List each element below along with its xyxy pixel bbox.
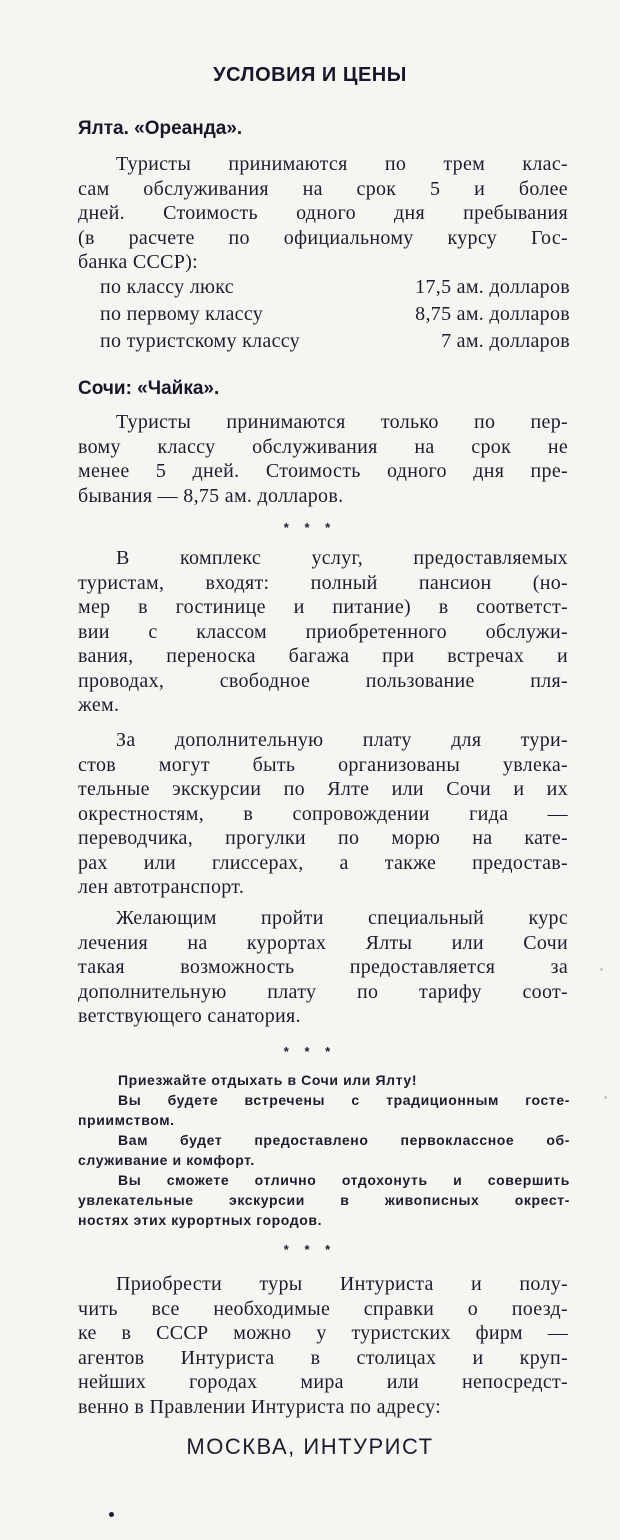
text-line: За дополнительную плату для тури- (116, 729, 568, 751)
text-line: нейших городах мира или непосредст- (78, 1371, 568, 1393)
text-line: агентов Интуриста в столицах и круп- (78, 1346, 568, 1369)
text-line: проводах, свободное пользование пля- (78, 669, 568, 692)
price-amount: 7 ам. долларов (441, 330, 570, 352)
yalta-heading: Ялта. «Ореанда». (78, 118, 243, 139)
text-line: лечения на курортах Ялты или Сочи (78, 931, 568, 954)
price-class: по первому классу (100, 303, 264, 325)
text-line: венно в Правлении Интуриста по адресу: (78, 1395, 442, 1418)
services-paragraph (78, 546, 568, 718)
text-line: дней. Стоимость одного дня пребывания (78, 202, 568, 224)
promo-line: Вам будет предоставлено первоклассное об- (118, 1132, 570, 1148)
text-line: дополнительную плату по тарифу соот- (78, 980, 568, 1003)
excursions-paragraph (78, 728, 568, 900)
promo-line: ностях этих курортных городов. (78, 1212, 323, 1228)
contact-paragraph (78, 1272, 568, 1419)
text-line: Желающим пройти специальный курс (116, 907, 568, 929)
text-line: окрестностям, в сопровождении гида — (78, 802, 568, 825)
text-line: чить все необходимые справки о поезд- (78, 1297, 568, 1320)
price-row (100, 276, 570, 303)
sochi-paragraph (78, 410, 568, 508)
text-line: ке в СССР можно у туристских фирм — (78, 1322, 568, 1344)
promo-line: Приезжайте отдыхать в Сочи или Ялту! (118, 1072, 418, 1088)
print-dot (109, 1512, 114, 1517)
text-line: рах или глиссерах, а также предостав- (78, 851, 568, 874)
promo-line: Вы сможете отлично отдохонуть и совершить (118, 1172, 570, 1188)
promo-line: служивание и комфорт. (78, 1152, 255, 1168)
section-separator: * * * (283, 1044, 337, 1059)
text-line: мер в гостинице и питание) в соответст- (78, 596, 568, 618)
promo-block (78, 1070, 570, 1230)
text-line: ветствующего санатория. (78, 1005, 301, 1027)
section-separator: * * * (283, 1242, 337, 1257)
text-line: тельные экскурсии по Ялте или Сочи и их (78, 778, 568, 800)
text-line: Туристы принимаются только по пер- (116, 411, 568, 433)
price-class: по туристскому классу (100, 330, 300, 352)
price-row (100, 330, 570, 357)
text-line: (в расчете по официальному курсу Гос- (78, 226, 568, 249)
text-line: туристам, входят: полный пансион (но- (78, 571, 568, 594)
treatment-paragraph (78, 906, 568, 1029)
text-line: такая возможность предоставляется за (78, 956, 568, 978)
text-line: бывания — 8,75 ам. долларов. (78, 484, 344, 507)
text-line: лен автотранспорт. (78, 876, 245, 898)
text-line: Туристы принимаются по трем клас- (116, 153, 568, 175)
price-amount: 8,75 ам. долларов (415, 303, 570, 325)
text-line: жем. (78, 694, 120, 716)
price-class: по классу люкс (100, 276, 234, 298)
text-line: банка СССР): (78, 251, 199, 273)
text-line: вии с классом приобретенного обслужи- (78, 620, 568, 643)
text-line: стов могут быть организованы увлека- (78, 753, 568, 776)
text-line: Приобрести туры Интуриста и полу- (116, 1273, 568, 1295)
paper-speck (604, 1096, 607, 1099)
paper-speck (600, 968, 603, 971)
text-line: менее 5 дней. Стоимость одного дня пре- (78, 460, 568, 482)
promo-line: Вы будете встречены с традиционным госте- (118, 1092, 570, 1108)
address: МОСКВА, ИНТУРИСТ (186, 1434, 434, 1459)
promo-line: приимством. (78, 1112, 175, 1128)
text-line: сам обслуживания на срок 5 и более (78, 177, 568, 200)
promo-line: увлекательные экскурсии в живописных окрест- (78, 1192, 570, 1208)
sochi-heading: Сочи: «Чайка». (78, 378, 220, 399)
price-amount: 17,5 ам. долларов (415, 276, 570, 298)
yalta-paragraph (78, 152, 568, 275)
price-row (100, 303, 570, 330)
text-line: переводчика, прогулки по морю на кате- (78, 827, 568, 849)
text-line: вому классу обслуживания на срок не (78, 435, 568, 458)
text-line: вания, переноска багажа при встречах и (78, 645, 568, 667)
page-title: УСЛОВИЯ И ЦЕНЫ (213, 64, 407, 86)
price-list (100, 276, 570, 357)
text-line: В комплекс услуг, предоставляемых (116, 547, 568, 569)
section-separator: * * * (283, 520, 337, 535)
